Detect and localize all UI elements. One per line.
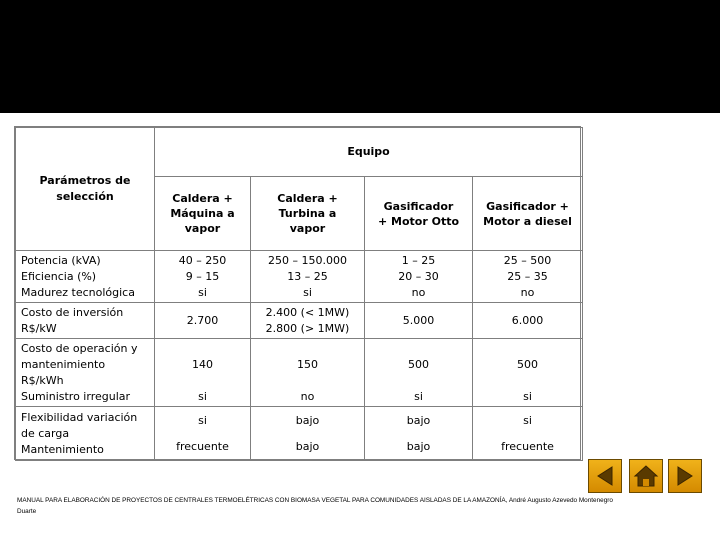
param-eficiencia: Eficiencia (%): [21, 269, 97, 283]
column-header-caldera-maquina: Caldera + Máquina a vapor: [155, 177, 251, 251]
column-header-gasificador-otto: Gasificador + Motor Otto: [365, 177, 473, 251]
param-group-performance: [16, 251, 155, 303]
table-cell: 150 no: [251, 339, 365, 407]
footer-citation: MANUAL PARA ELABORACIÓN DE PROYECTOS DE CENTRALES TERMOELÉTRICAS CON BIOMASA VEGETAL PARA COMUNIDADES AISLADAS DE LA AMAZONÍA, André Augusto Azevedo Montenegro Duarte: [17, 497, 613, 515]
table-cell: bajo bajo: [365, 407, 473, 461]
table-cell: 2.400 (< 1MW) 2.800 (> 1MW): [251, 303, 365, 339]
previous-button[interactable]: [588, 459, 622, 493]
table-cell: 2.700: [155, 303, 251, 339]
selection-parameters-table: [14, 126, 581, 460]
params-header: [16, 128, 155, 251]
table-cell: bajo bajo: [251, 407, 365, 461]
table-cell: 1 – 25 20 – 30 no: [365, 251, 473, 303]
param-group-flexibility: [16, 407, 155, 461]
table-cell: 500 si: [473, 339, 583, 407]
home-button[interactable]: [629, 459, 663, 493]
param-madurez: Madurez tecnológica: [21, 285, 135, 299]
table-cell: 25 – 500 25 – 35 no: [473, 251, 583, 303]
param-potencia: Potencia (kVA): [21, 253, 101, 267]
table-cell: 40 – 250 9 – 15 si: [155, 251, 251, 303]
home-icon: [630, 460, 662, 492]
table-cell: 5.000: [365, 303, 473, 339]
params-header-label: Parámetros de selección: [39, 174, 131, 203]
param-costo-inversion: Costo de inversión: [21, 305, 124, 319]
param-unit-kwh: R$/kWh: [21, 373, 64, 387]
param-flexibilidad: Flexibilidad variación de carga: [21, 410, 138, 440]
param-mantenimiento: Mantenimiento: [21, 442, 104, 456]
param-suministro: Suministro irregular: [21, 389, 131, 403]
param-costo-operacion: Costo de operación y mantenimiento: [21, 341, 138, 371]
table-cell: si frecuente: [155, 407, 251, 461]
param-group-investment: [16, 303, 155, 339]
slide-header-bar: [0, 0, 720, 113]
table-cell: si frecuente: [473, 407, 583, 461]
column-header-gasificador-diesel: Gasificador + Motor a diesel: [473, 177, 583, 251]
next-icon: [669, 460, 701, 492]
equipo-header: Equipo: [155, 128, 583, 177]
table-cell: 6.000: [473, 303, 583, 339]
next-button[interactable]: [668, 459, 702, 493]
param-group-operation: [16, 339, 155, 407]
column-header-caldera-turbina: Caldera + Turbina a vapor: [251, 177, 365, 251]
table-cell: 250 – 150.000 13 – 25 si: [251, 251, 365, 303]
table-cell: 500 si: [365, 339, 473, 407]
previous-icon: [589, 460, 621, 492]
param-unit-kw: R$/kW: [21, 321, 57, 335]
table-cell: 140 si: [155, 339, 251, 407]
